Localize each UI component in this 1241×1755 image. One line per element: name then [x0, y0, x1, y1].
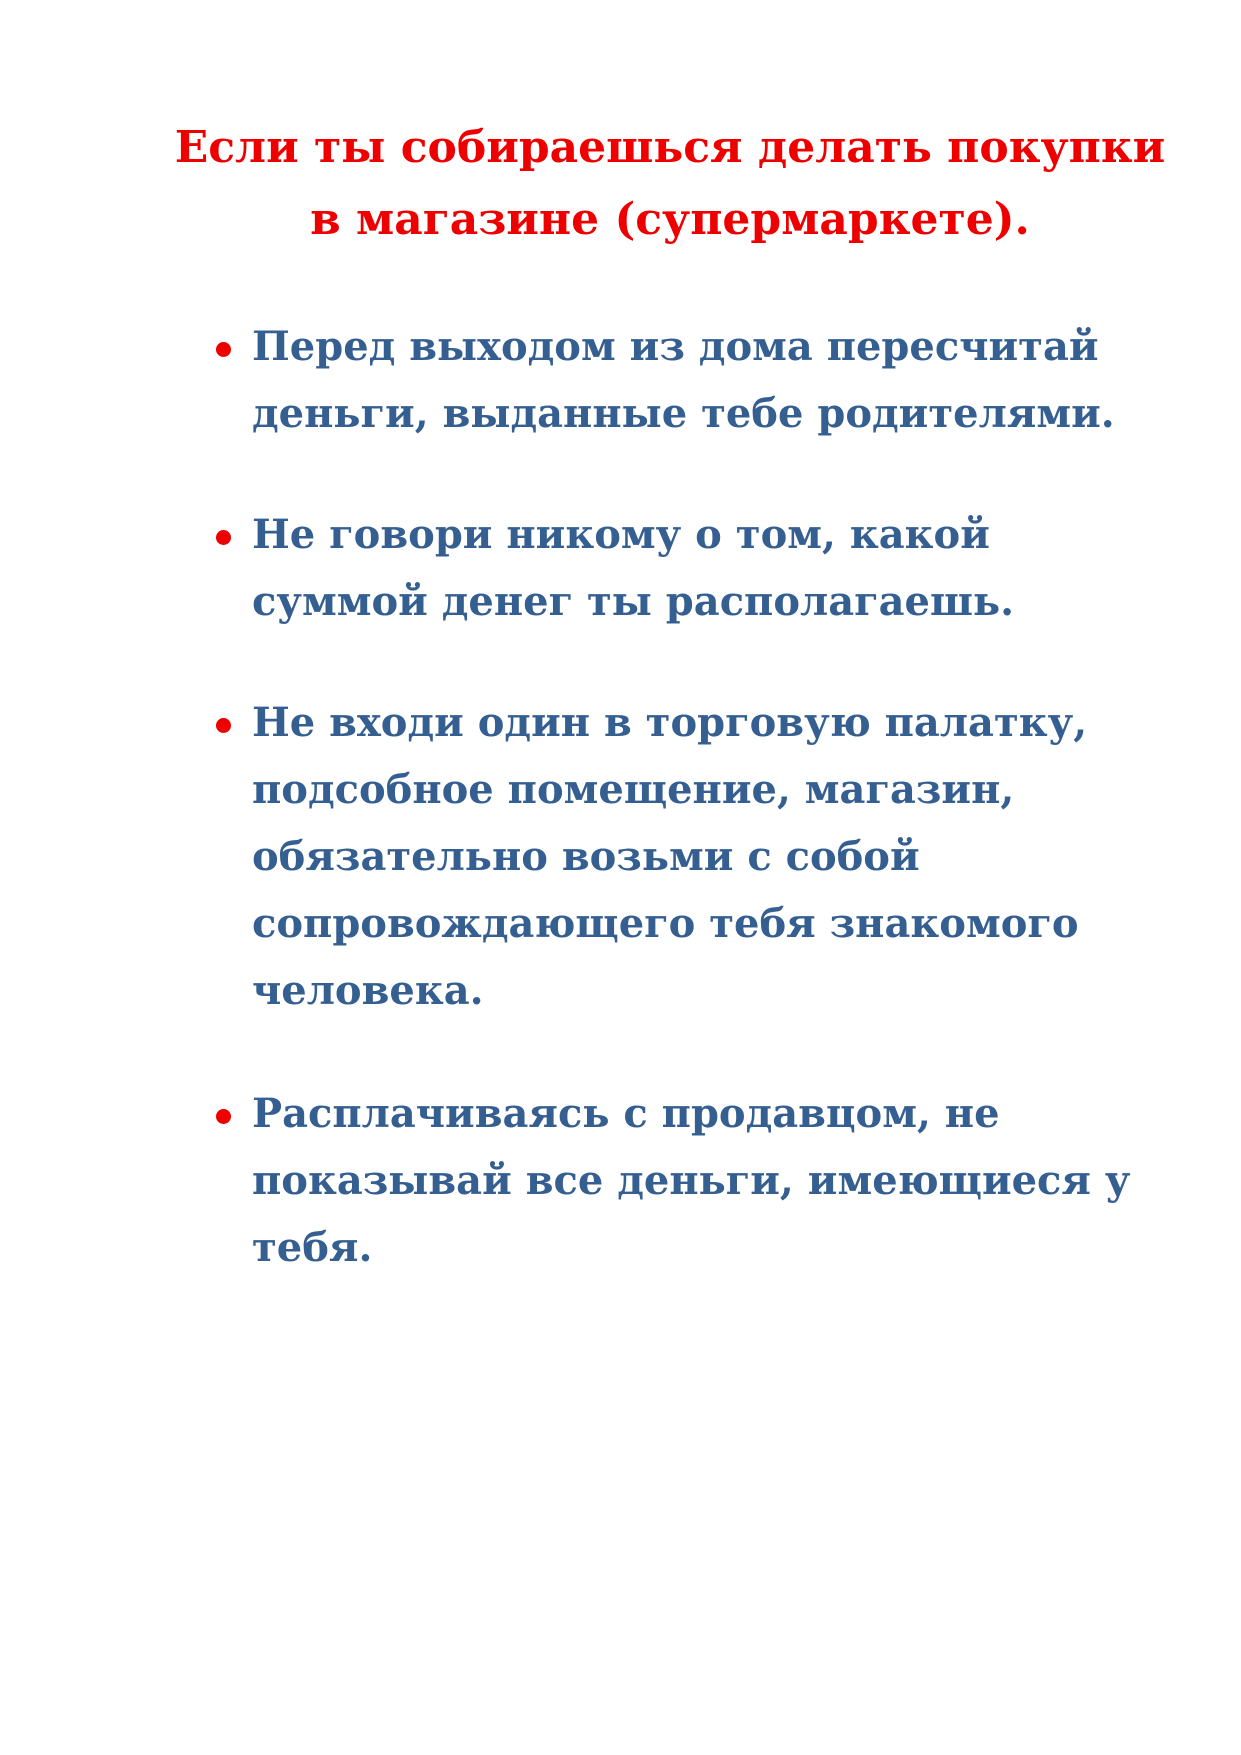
tip-line: подсобное помещение, магазин,	[252, 766, 1015, 813]
tip-line: суммой денег ты располагаешь.	[252, 578, 1015, 625]
tip-line: показывай все деньги, имеющиеся у	[252, 1157, 1131, 1204]
title-line: в магазине (супермаркете).	[310, 194, 1030, 245]
tip-line: Перед выходом из дома пересчитай	[252, 323, 1099, 370]
bullet-icon	[216, 718, 231, 733]
page-title	[170, 112, 1170, 256]
tip-line: Расплачиваясь с продавцом, не	[252, 1090, 1000, 1137]
tip-text	[252, 1080, 1131, 1281]
tip-text	[252, 313, 1115, 447]
tip-line: деньги, выданные тебе родителями.	[252, 390, 1115, 437]
tip-line: Не говори никому о том, какой	[252, 511, 990, 558]
bullet-icon	[216, 530, 231, 545]
bullet-icon	[216, 1109, 231, 1124]
tip-line: человека.	[252, 967, 484, 1014]
tip-text	[252, 689, 1087, 1024]
tip-line: сопровождающего тебя знакомого	[252, 900, 1079, 947]
tip-text	[252, 501, 1014, 635]
tip-line: Не входи один в торговую палатку,	[252, 699, 1088, 746]
bullet-icon	[216, 342, 231, 357]
tip-line: обязательно возьми с собой	[252, 833, 920, 880]
tip-line: тебя.	[252, 1224, 373, 1271]
title-line: Если ты собираешься делать покупки	[174, 122, 1166, 173]
